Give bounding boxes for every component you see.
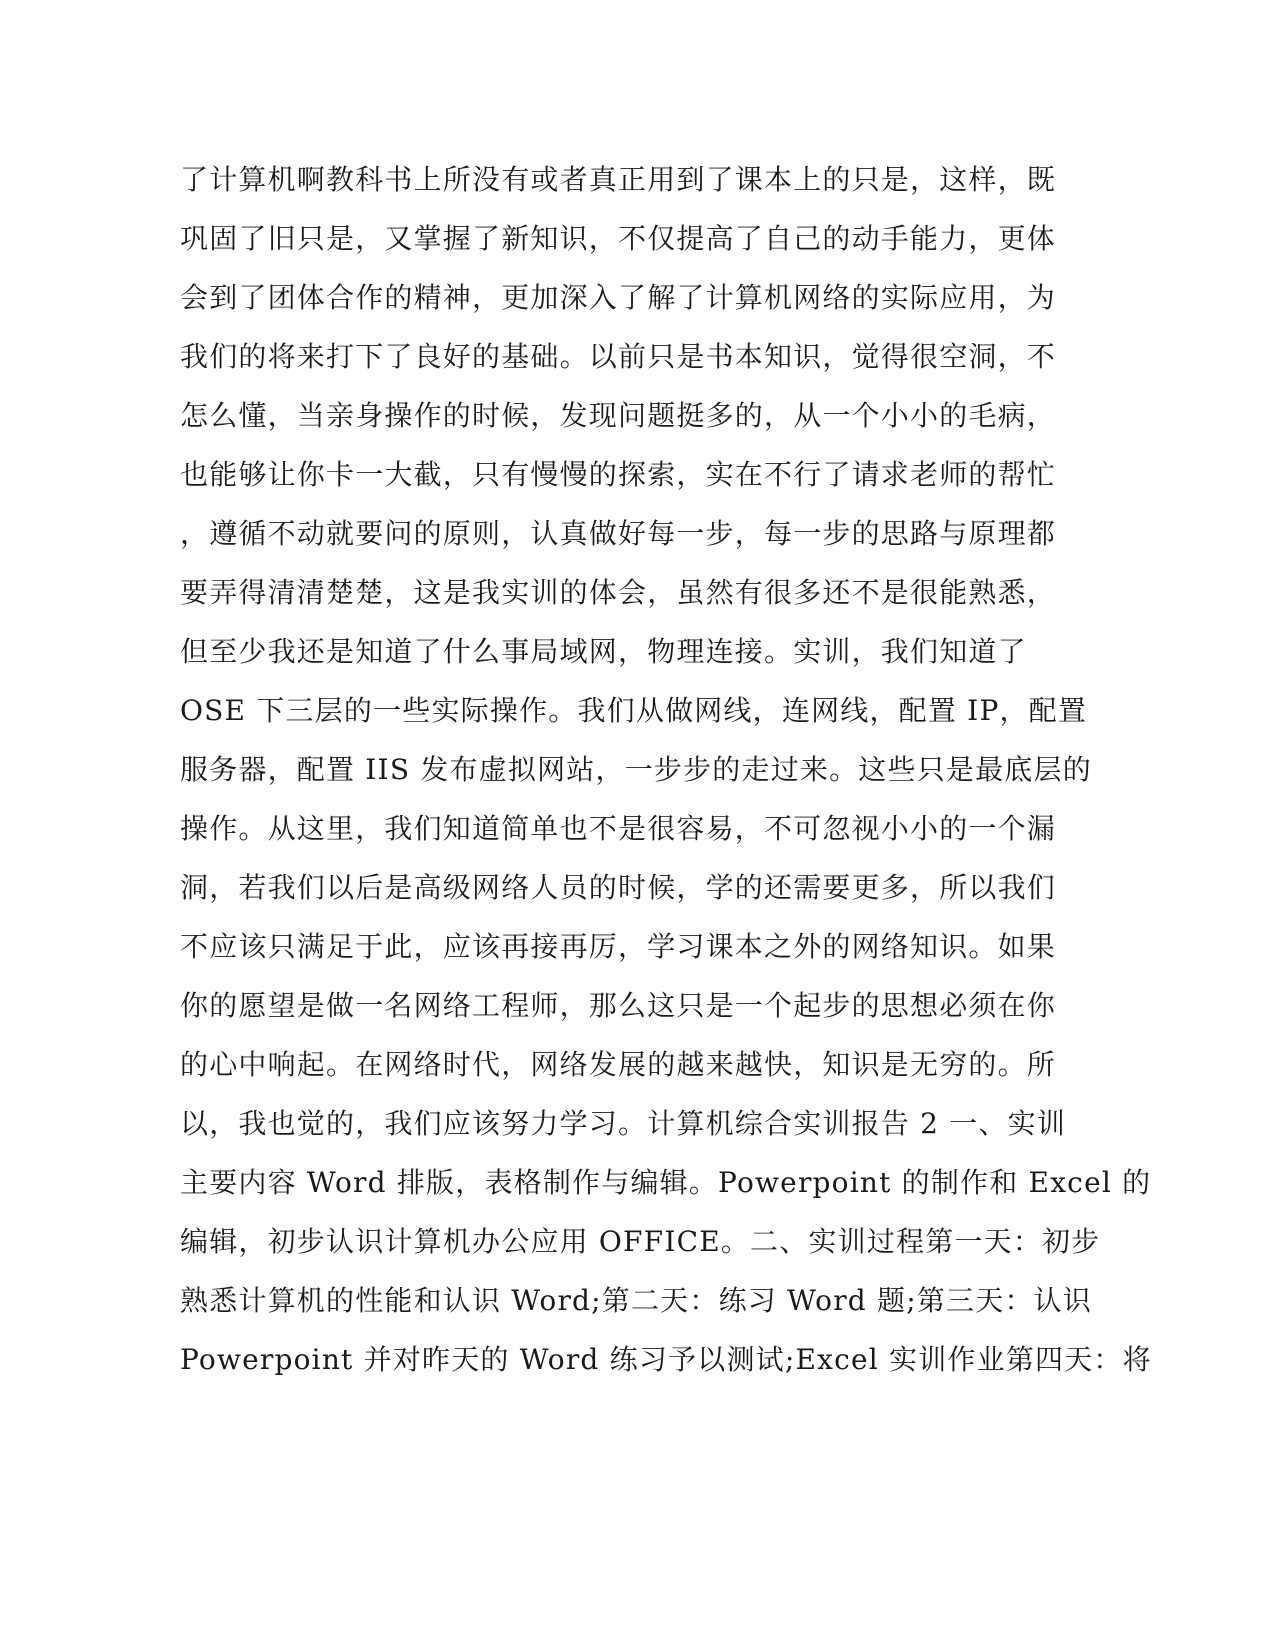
text-line-11: 服务器，配置 IIS 发布虚拟网站，一步步的走过来。这些只是最底层的 (180, 753, 1092, 786)
text-line-14: 不应该只满足于此，应该再接再厉，学习课本之外的网络知识。如果 (180, 930, 1057, 963)
text-line-17: 以，我也觉的，我们应该努力学习。计算机综合实训报告 2 一、实训 (180, 1107, 1067, 1140)
text-line-8: 要弄得清清楚楚，这是我实训的体会，虽然有很多还不是很能熟悉， (180, 576, 1057, 609)
body-text (180, 158, 1152, 1397)
text-line-15: 你的愿望是做一名网络工程师，那么这只是一个起步的思想必须在你 (180, 989, 1057, 1022)
text-line-1: 了计算机啊教科书上所没有或者真正用到了课本上的只是，这样，既 (180, 163, 1057, 196)
text-line-12: 操作。从这里，我们知道简单也不是很容易，不可忽视小小的一个漏 (180, 812, 1057, 845)
text-line-6: 也能够让你卡一大截，只有慢慢的探索，实在不行了请求老师的帮忙 (180, 458, 1057, 491)
text-line-2: 巩固了旧只是，又掌握了新知识，不仅提高了自己的动手能力，更体 (180, 222, 1057, 255)
text-line-18: 主要内容 Word 排版，表格制作与编辑。Powerpoint 的制作和 Excel 的 (180, 1166, 1152, 1199)
text-line-13: 洞，若我们以后是高级网络人员的时候，学的还需要更多，所以我们 (180, 871, 1057, 904)
text-line-20: 熟悉计算机的性能和认识 Word;第二天：练习 Word 题;第三天：认识 (180, 1284, 1093, 1317)
text-line-19: 编辑，初步认识计算机办公应用 OFFICE。二、实训过程第一天：初步 (180, 1225, 1101, 1258)
text-line-10: OSE 下三层的一些实际操作。我们从做网线，连网线，配置 IP，配置 (180, 694, 1088, 727)
text-line-16: 的心中响起。在网络时代，网络发展的越来越快，知识是无穷的。所 (180, 1048, 1057, 1081)
text-line-3: 会到了团体合作的精神，更加深入了解了计算机网络的实际应用，为 (180, 281, 1057, 314)
text-line-5: 怎么懂，当亲身操作的时候，发现问题挺多的，从一个小小的毛病， (180, 399, 1057, 432)
text-line-4: 我们的将来打下了良好的基础。以前只是书本知识，觉得很空洞，不 (180, 340, 1057, 373)
text-line-9: 但至少我还是知道了什么事局域网，物理连接。实训，我们知道了 (180, 635, 1027, 668)
text-line-7: ，遵循不动就要问的原则，认真做好每一步，每一步的思路与原理都 (180, 517, 1057, 550)
text-line-21: Powerpoint 并对昨天的 Word 练习予以测试;Excel 实训作业第四天：将 (180, 1343, 1152, 1376)
